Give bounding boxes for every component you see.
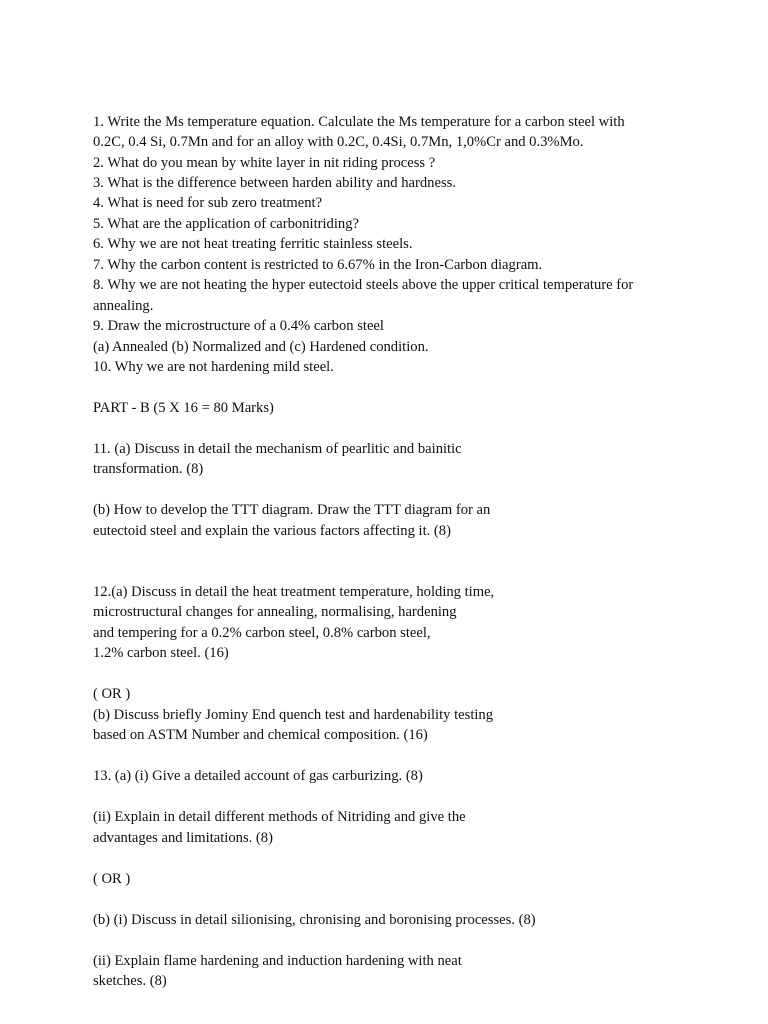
- question-11a-line-2: transformation. (8): [93, 461, 204, 477]
- question-4: 4. What is need for sub zero treatment?: [93, 195, 323, 211]
- question-13a-ii-line-1: (ii) Explain in detail different methods of Nitriding and give the: [93, 809, 466, 825]
- question-13b-i: (b) (i) Discuss in detail silionising, chronising and boronising processes. (8): [93, 912, 536, 928]
- question-11b-line-1: (b) How to develop the TTT diagram. Draw the TTT diagram for an: [93, 502, 491, 518]
- question-12a-line-4: 1.2% carbon steel. (16): [93, 645, 229, 661]
- question-12b-line-1: (b) Discuss briefly Jominy End quench test and hardenability testing: [93, 707, 494, 723]
- part-b-heading: PART - B (5 X 16 = 80 Marks): [93, 400, 274, 416]
- question-3: 3. What is the difference between harden ability and hardness.: [93, 175, 456, 191]
- or-separator-13: ( OR ): [93, 871, 131, 887]
- question-13b-ii-line-2: sketches. (8): [93, 973, 167, 989]
- question-9-line-2: (a) Annealed (b) Normalized and (c) Hardened condition.: [93, 339, 429, 355]
- question-13a-i: 13. (a) (i) Give a detailed account of gas carburizing. (8): [93, 768, 423, 784]
- question-2: 2. What do you mean by white layer in nit riding process ?: [93, 155, 436, 171]
- question-13b-ii-line-1: (ii) Explain flame hardening and induction hardening with neat: [93, 953, 462, 969]
- question-13a-ii-line-2: advantages and limitations. (8): [93, 830, 273, 846]
- question-5: 5. What are the application of carbonitriding?: [93, 216, 359, 232]
- question-8-line-2: annealing.: [93, 298, 154, 314]
- or-separator-12: ( OR ): [93, 686, 131, 702]
- question-12a-line-2: microstructural changes for annealing, normalising, hardening: [93, 604, 457, 620]
- question-1-line-1: 1. Write the Ms temperature equation. Calculate the Ms temperature for a carbon steel with: [93, 114, 625, 130]
- question-1-line-2: 0.2C, 0.4 Si, 0.7Mn and for an alloy with 0.2C, 0.4Si, 0.7Mn, 1,0%Cr and 0.3%Mo.: [93, 134, 584, 150]
- question-9-line-1: 9. Draw the microstructure of a 0.4% carbon steel: [93, 318, 384, 334]
- question-12a-line-1: 12.(a) Discuss in detail the heat treatment temperature, holding time,: [93, 584, 495, 600]
- question-6: 6. Why we are not heat treating ferritic stainless steels.: [93, 236, 413, 252]
- question-12b-line-2: based on ASTM Number and chemical composition. (16): [93, 727, 428, 743]
- question-11b-line-2: eutectoid steel and explain the various factors affecting it. (8): [93, 523, 451, 539]
- question-12a-line-3: and tempering for a 0.2% carbon steel, 0.8% carbon steel,: [93, 625, 431, 641]
- question-10: 10. Why we are not hardening mild steel.: [93, 359, 334, 375]
- question-7: 7. Why the carbon content is restricted to 6.67% in the Iron-Carbon diagram.: [93, 257, 543, 273]
- question-11a-line-1: 11. (a) Discuss in detail the mechanism of pearlitic and bainitic: [93, 441, 462, 457]
- question-8-line-1: 8. Why we are not heating the hyper eutectoid steels above the upper critical temperature for: [93, 277, 634, 293]
